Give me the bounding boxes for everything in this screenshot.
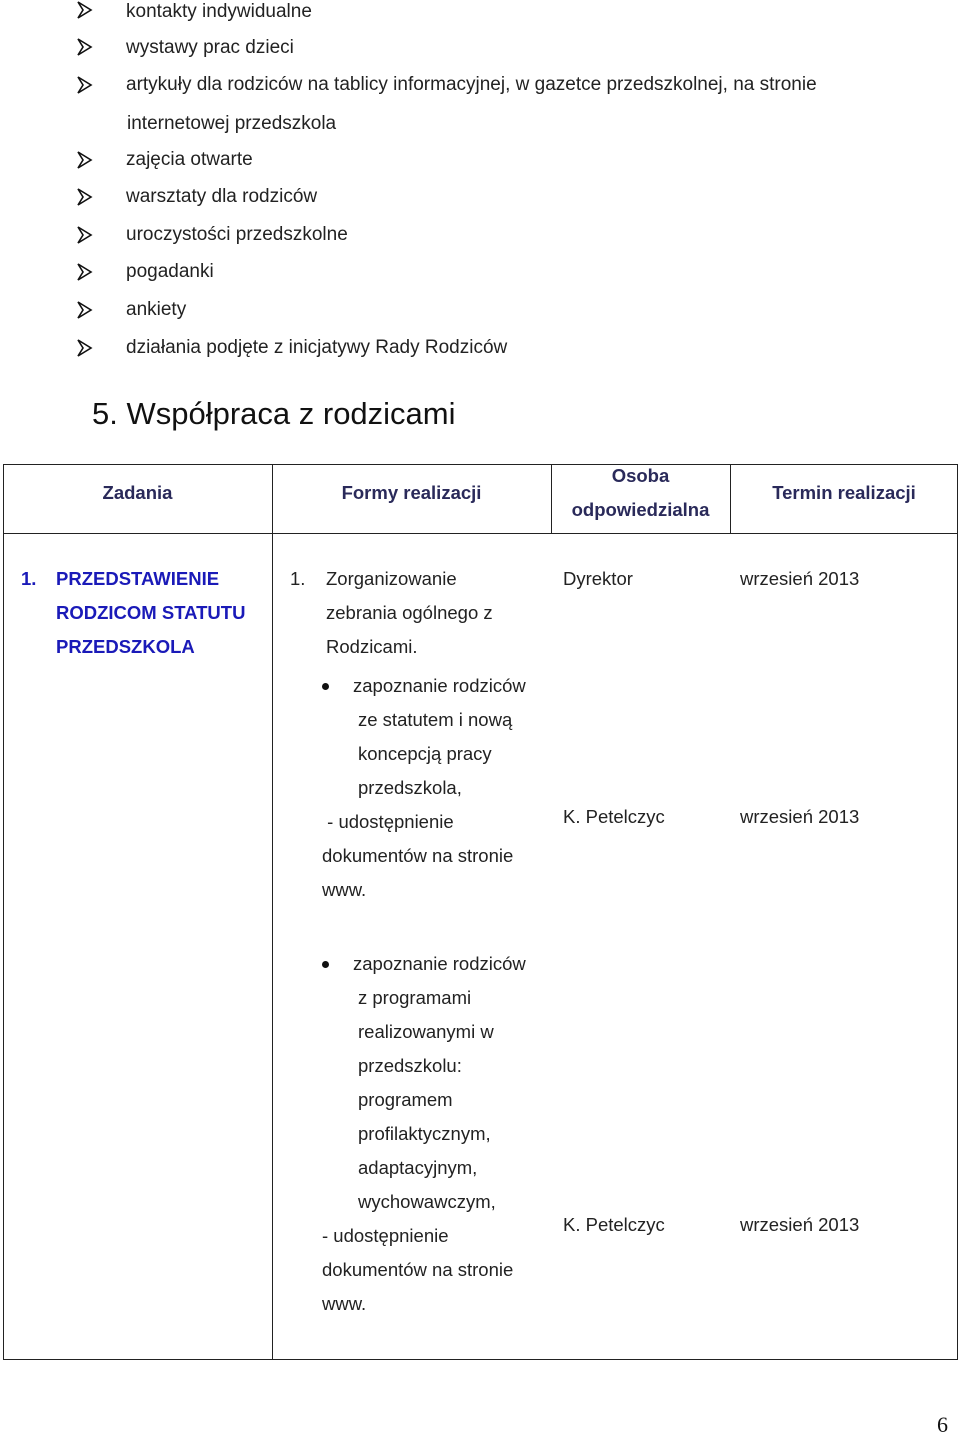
task-line: PRZEDSTAWIENIE (56, 568, 220, 589)
form-line: profilaktycznym, (358, 1123, 491, 1144)
form-line: zapoznanie rodziców (353, 953, 526, 974)
header-formy: Formy realizacji (341, 482, 482, 503)
task-number: 1. (21, 568, 37, 589)
section-title: 5. Współpraca z rodzicami (92, 396, 456, 431)
header-zadania: Zadania (102, 482, 173, 503)
term-date: wrzesień 2013 (740, 568, 860, 589)
form-line: przedszkola, (358, 777, 462, 798)
arrow-bullet-icon (77, 187, 93, 207)
arrow-bullet-icon (77, 37, 93, 57)
form-line: - udostępnienie (322, 1225, 449, 1246)
arrow-bullet-icon (77, 0, 93, 20)
form-line: adaptacyjnym, (358, 1157, 478, 1178)
form-line: programem (358, 1089, 453, 1110)
header-termin: Termin realizacji (772, 482, 916, 503)
form-line: dokumentów na stronie (322, 1259, 514, 1280)
arrow-bullet-icon (77, 225, 93, 245)
bullet-item-continuation: internetowej przedszkola (127, 113, 337, 134)
task-line: RODZICOM STATUTU (56, 602, 246, 623)
bullet-item: wystawy prac dzieci (126, 37, 294, 58)
bullet-item: uroczystości przedszkolne (126, 224, 348, 245)
table-column-divider (272, 464, 273, 1360)
bullet-item: zajęcia otwarte (126, 149, 253, 170)
bullet-dot-icon (322, 961, 329, 968)
bullet-dot-icon (322, 683, 329, 690)
form-line: Rodzicami. (326, 636, 418, 657)
form-number: 1. (290, 568, 306, 589)
form-line: www. (322, 1293, 367, 1314)
form-line: z programami (358, 987, 472, 1008)
bullet-item: artykuły dla rodziców na tablicy informacyjnej, w gazetce przedszkolnej, na stronie (126, 74, 817, 95)
term-date: wrzesień 2013 (740, 806, 860, 827)
table-header-divider (3, 533, 958, 534)
arrow-bullet-icon (77, 75, 93, 95)
responsible-person: K. Petelczyc (563, 806, 665, 827)
arrow-bullet-icon (77, 338, 93, 358)
form-line: Zorganizowanie (326, 568, 457, 589)
task-line: PRZEDSZKOLA (56, 636, 195, 657)
form-line: - udostępnienie (322, 811, 454, 832)
bullet-item: kontakty indywidualne (126, 1, 312, 22)
form-line: przedszkolu: (358, 1055, 462, 1076)
form-line: zapoznanie rodziców (353, 675, 526, 696)
arrow-bullet-icon (77, 150, 93, 170)
page-number: 6 (937, 1412, 948, 1437)
header-osoba-line2: odpowiedzialna (571, 499, 710, 520)
form-line: realizowanymi w (358, 1021, 494, 1042)
form-line: koncepcją pracy (358, 743, 492, 764)
responsible-person: Dyrektor (563, 568, 633, 589)
arrow-bullet-icon (77, 262, 93, 282)
form-line: dokumentów na stronie (322, 845, 514, 866)
bullet-item: ankiety (126, 299, 187, 320)
responsible-person: K. Petelczyc (563, 1214, 665, 1235)
bullet-item: działania podjęte z inicjatywy Rady Rodziców (126, 337, 508, 358)
header-osoba-line1: Osoba (611, 465, 670, 486)
bullet-item: warsztaty dla rodziców (126, 186, 318, 207)
term-date: wrzesień 2013 (740, 1214, 860, 1235)
form-line: zebrania ogólnego z (326, 602, 493, 623)
form-line: wychowawczym, (358, 1191, 496, 1212)
form-line: ze statutem i nową (358, 709, 513, 730)
form-line: www. (322, 879, 367, 900)
arrow-bullet-icon (77, 300, 93, 320)
bullet-item: pogadanki (126, 261, 214, 282)
